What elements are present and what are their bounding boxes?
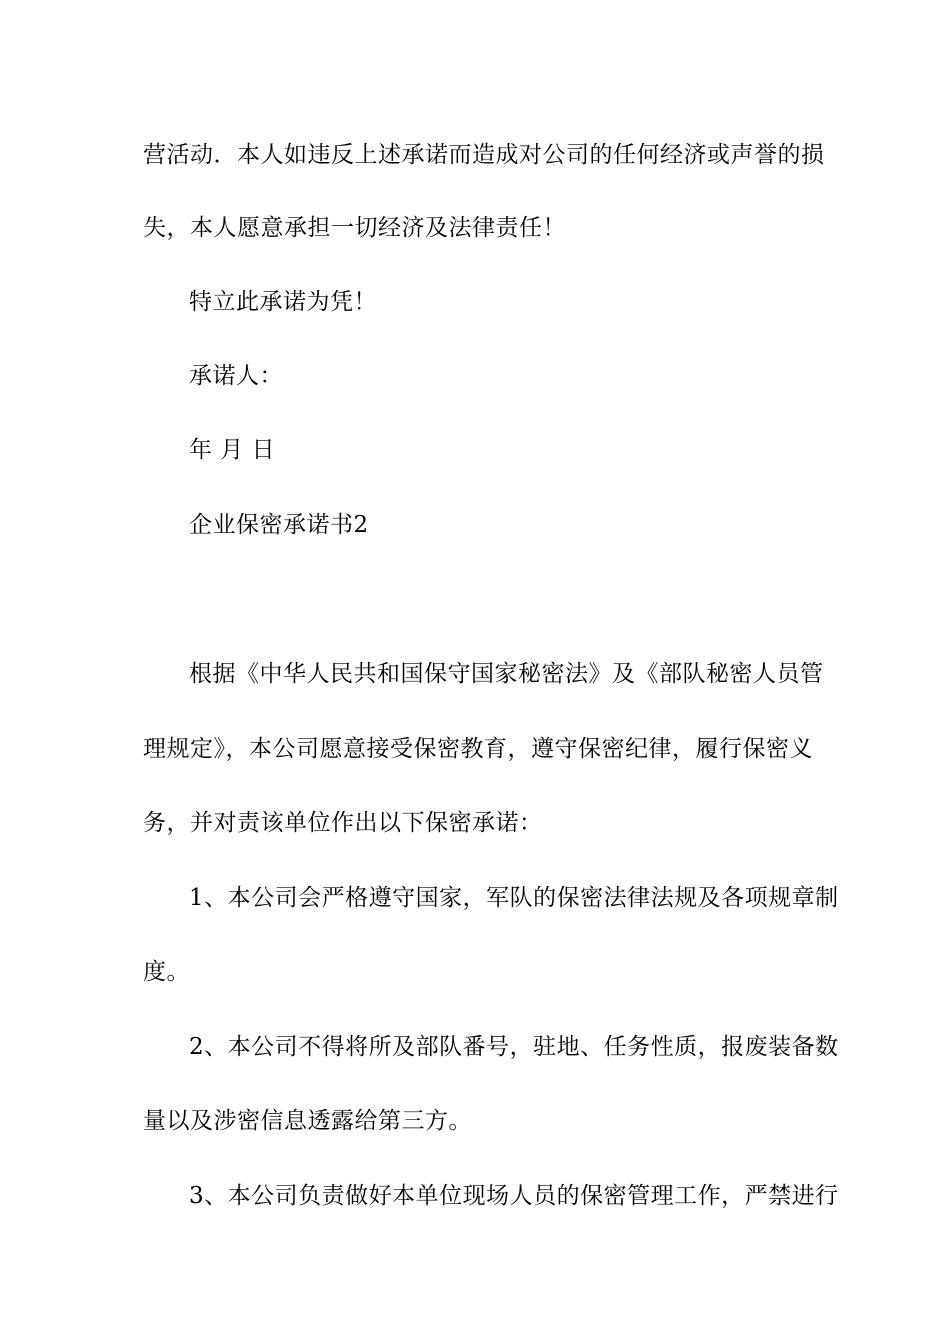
list-item-continuation: 度。: [143, 959, 190, 985]
list-item: 2、本公司不得将所及部队番号，驻地、任务性质，报废装备数: [189, 1034, 839, 1060]
signature-label: 承诺人：: [189, 363, 283, 389]
paragraph-line: 理规定》，本公司愿意接受保密教育，遵守保密纪律，履行保密义: [143, 736, 813, 762]
paragraph-line: 营活动．本人如违反上述承诺而造成对公司的任何经济或声誉的损: [143, 142, 825, 168]
list-item: 1、本公司会严格遵守国家，军队的保密法律法规及各项规章制: [189, 885, 839, 911]
paragraph-line: 根据《中华人民共和国保守国家秘密法》及《部队秘密人员管: [189, 661, 824, 687]
section-title: 企业保密承诺书2: [189, 512, 369, 538]
list-item-continuation: 量以及涉密信息透露给第三方。: [143, 1108, 472, 1134]
paragraph-line: 务，并对责该单位作出以下保密承诺：: [143, 810, 543, 836]
paragraph-line: 失，本人愿意承担一切经济及法律责任！: [143, 215, 566, 241]
paragraph-line: 特立此承诺为凭！: [189, 289, 377, 315]
date-line: 年 月 日: [189, 437, 276, 463]
list-item: 3、本公司负责做好本单位现场人员的保密管理工作，严禁进行: [189, 1183, 839, 1209]
